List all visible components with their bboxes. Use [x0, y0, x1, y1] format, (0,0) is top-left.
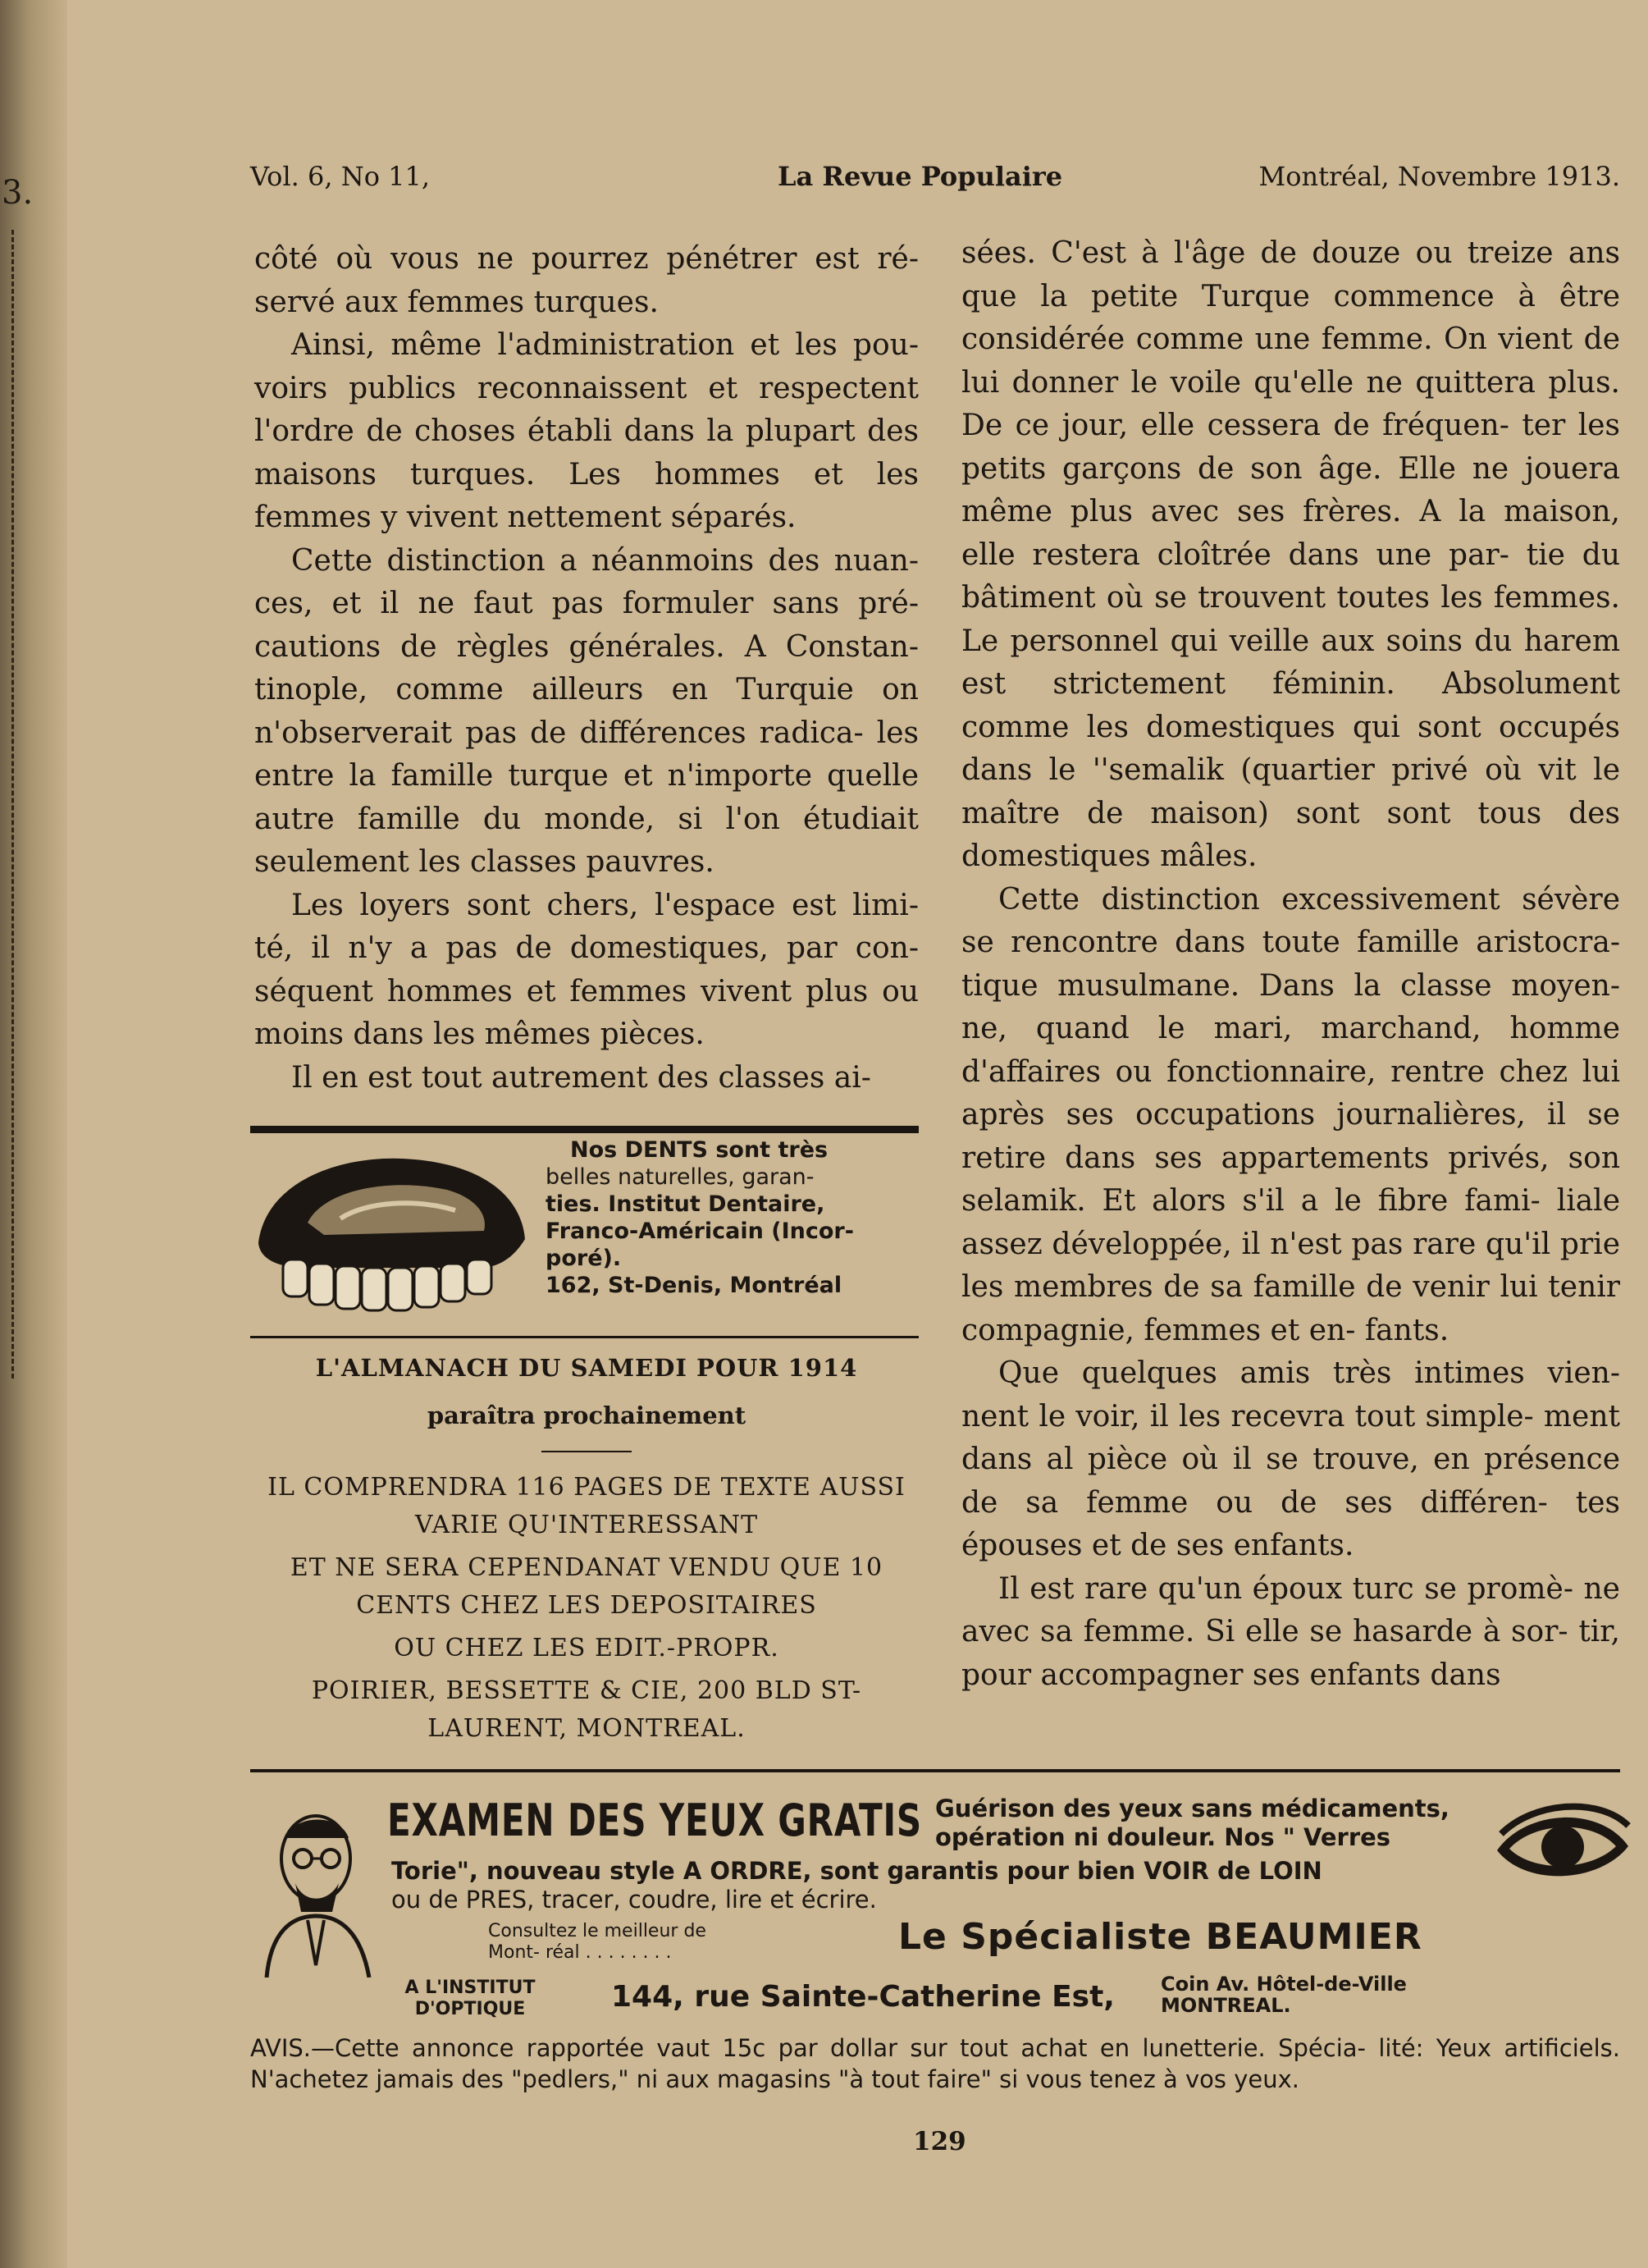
gutter-binding — [0, 230, 14, 1379]
almanach-paragraph: OU CHEZ LES EDIT.-PROPR. — [394, 1634, 779, 1662]
ad-line: Nos DENTS sont très — [570, 1137, 829, 1163]
almanach-title: L'ALMANACH DU SAMEDI POUR 1914 — [315, 1354, 858, 1382]
paragraph: Que quelques amis très intimes vien- nent le voir, il les recevra tout simple- ment dans al pièce où il se trouve, en présence de sa femme ou de ses différen- tes épouses et de ses enfants. — [961, 1356, 1620, 1562]
almanach-paragraph: ET NE SERA CEPENDANAT VENDU QUE 10 CENTS CHEZ LES DEPOSITAIRES — [290, 1553, 883, 1620]
optic-headline: EXAMEN DES YEUX GRATIS — [387, 1795, 923, 1846]
almanach-paragraph: POIRIER, BESSETTE & CIE, 200 BLD ST-LAURENT, MONTREAL. — [311, 1676, 862, 1743]
running-header — [250, 161, 1620, 202]
paragraph: Ainsi, même l'administration et les pou- voirs publics reconnaissent et respectent l'ordre de choses établi dans la plupart des maisons turques. Les hommes et les femmes y vivent nettement séparés. — [254, 328, 919, 534]
eye-icon — [1493, 1801, 1632, 1891]
header-date: Montréal, Novembre 1913. — [1258, 161, 1620, 192]
dentures-illustration — [250, 1145, 529, 1313]
optic-ad-top-rule — [250, 1769, 1620, 1772]
optic-institute: A L'INSTITUT D'OPTIQUE — [404, 1978, 536, 2019]
gutter-page-fragment: 3. — [2, 174, 34, 212]
optic-line-2: ou de PRES, tracer, coudre, lire et écrire. — [391, 1886, 877, 1914]
page-gutter — [0, 0, 67, 2268]
ad-line: belles naturelles, garan- — [546, 1164, 815, 1190]
article-column-left — [254, 238, 919, 1100]
ad-divider-rule — [250, 1336, 919, 1338]
header-title: La Revue Populaire — [778, 161, 1063, 192]
paragraph: Cette distinction a néanmoins des nuan- ces, et il ne faut pas formuler sans pré- cautions de règles générales. A Constan- tinople, comme ailleurs en Turquie on n'observerait pas de différences radica- les entre la famille turque et n'importe quelle autre famille du monde, si l'on étudiait seulement les classes pauvres. — [254, 543, 919, 879]
ad-line: poré). — [546, 1246, 622, 1271]
paragraph: sées. C'est à l'âge de douze ou treize ans que la petite Turque commence à être considérée comme une femme. On vient de lui donner le voile qu'elle ne quittera plus. De ce jour, elle cessera de fréquen- ter les petits garçons de son âge. Elle ne jouera même plus avec ses frères. A la maison, elle restera cloîtrée dans une par- tie du bâtiment où se trouvent toutes les femmes. Le personnel qui veille aux soins du harem est strictement féminin. Absolument comme les domestiques qui sont occupés dans le ''semalik (quartier privé où vit le maître de maison) sont sont tous des domestiques mâles. — [961, 236, 1620, 873]
dental-ad-text — [546, 1136, 906, 1299]
optic-side-text: Guérison des yeux sans médicaments, opération ni douleur. Nos " Verres — [935, 1795, 1449, 1851]
optic-notice: AVIS.—Cette annonce rapportée vaut 15c par dollar sur tout achat en lunetterie. Spécia- lité: Yeux artificiels. N'achetez jamais des "pedlers," ni aux magasins "à tout faire" si vous tenez à vos yeux. — [250, 2034, 1620, 2093]
ad-top-rule — [250, 1126, 919, 1133]
optic-corner: Coin Av. Hôtel-de-Ville MONTREAL. — [1161, 1973, 1407, 2017]
ad-line: ties. Institut Dentaire, — [546, 1191, 825, 1217]
almanach-subtitle: paraîtra prochainement — [427, 1401, 746, 1429]
optic-specialist: Le Spécialiste BEAUMIER — [898, 1916, 1422, 1958]
paragraph: Cette distinction excessivement sévère se rencontre dans toute famille aristocra- tique musulmane. Dans la classe moyen- ne, quand le mari, marchand, homme d'affaires ou fonctionnaire, rentre chez lui après ses occupations journalières, il se retire dans ses appartements privés, son selamik. Et alors s'il a le fibre fami- liale assez développée, il n'est pas rare qu'il prie les membres de sa famille de venir lui tenir compagnie, femmes et en- fants. — [961, 882, 1620, 1347]
paragraph: Les loyers sont chers, l'espace est limi- té, il n'y a pas de domestiques, par con- séquent hommes et femmes vivent plus ou moins dans les mêmes pièces. — [254, 888, 919, 1051]
paragraph: côté où vous ne pourrez pénétrer est ré- servé aux femmes turques. — [254, 242, 919, 319]
almanach-short-rule — [541, 1451, 632, 1452]
header-volume: Vol. 6, No 11, — [250, 161, 431, 192]
ad-line: Franco-Américain (Incor- — [546, 1219, 854, 1244]
article-column-right — [961, 232, 1620, 1697]
almanach-body — [250, 1469, 923, 1753]
almanach-paragraph: IL COMPRENDRA 116 PAGES DE TEXTE AUSSI VARIE QU'INTERESSANT — [267, 1473, 906, 1539]
optic-line-1: Torie", nouveau style A ORDRE, sont garantis pour bien VOIR de LOIN — [391, 1857, 1322, 1885]
dental-advertisement — [250, 1136, 919, 1321]
ad-line: 162, St-Denis, Montréal — [546, 1273, 842, 1298]
optician-portrait-illustration — [250, 1801, 390, 1978]
optician-advertisement — [250, 1776, 1620, 2121]
page-number: 129 — [913, 2127, 966, 2156]
optic-address: 144, rue Sainte-Catherine Est, — [611, 1980, 1115, 2014]
paragraph: Il est rare qu'un époux turc se promè- ne avec sa femme. Si elle se hasarde à sor- tir, pour accompagner ses enfants dans — [961, 1571, 1620, 1692]
paragraph: Il en est tout autrement des classes ai- — [291, 1060, 871, 1095]
optic-consult: Consultez le meilleur de Mont- réal . . . . . . . . — [488, 1921, 706, 1963]
